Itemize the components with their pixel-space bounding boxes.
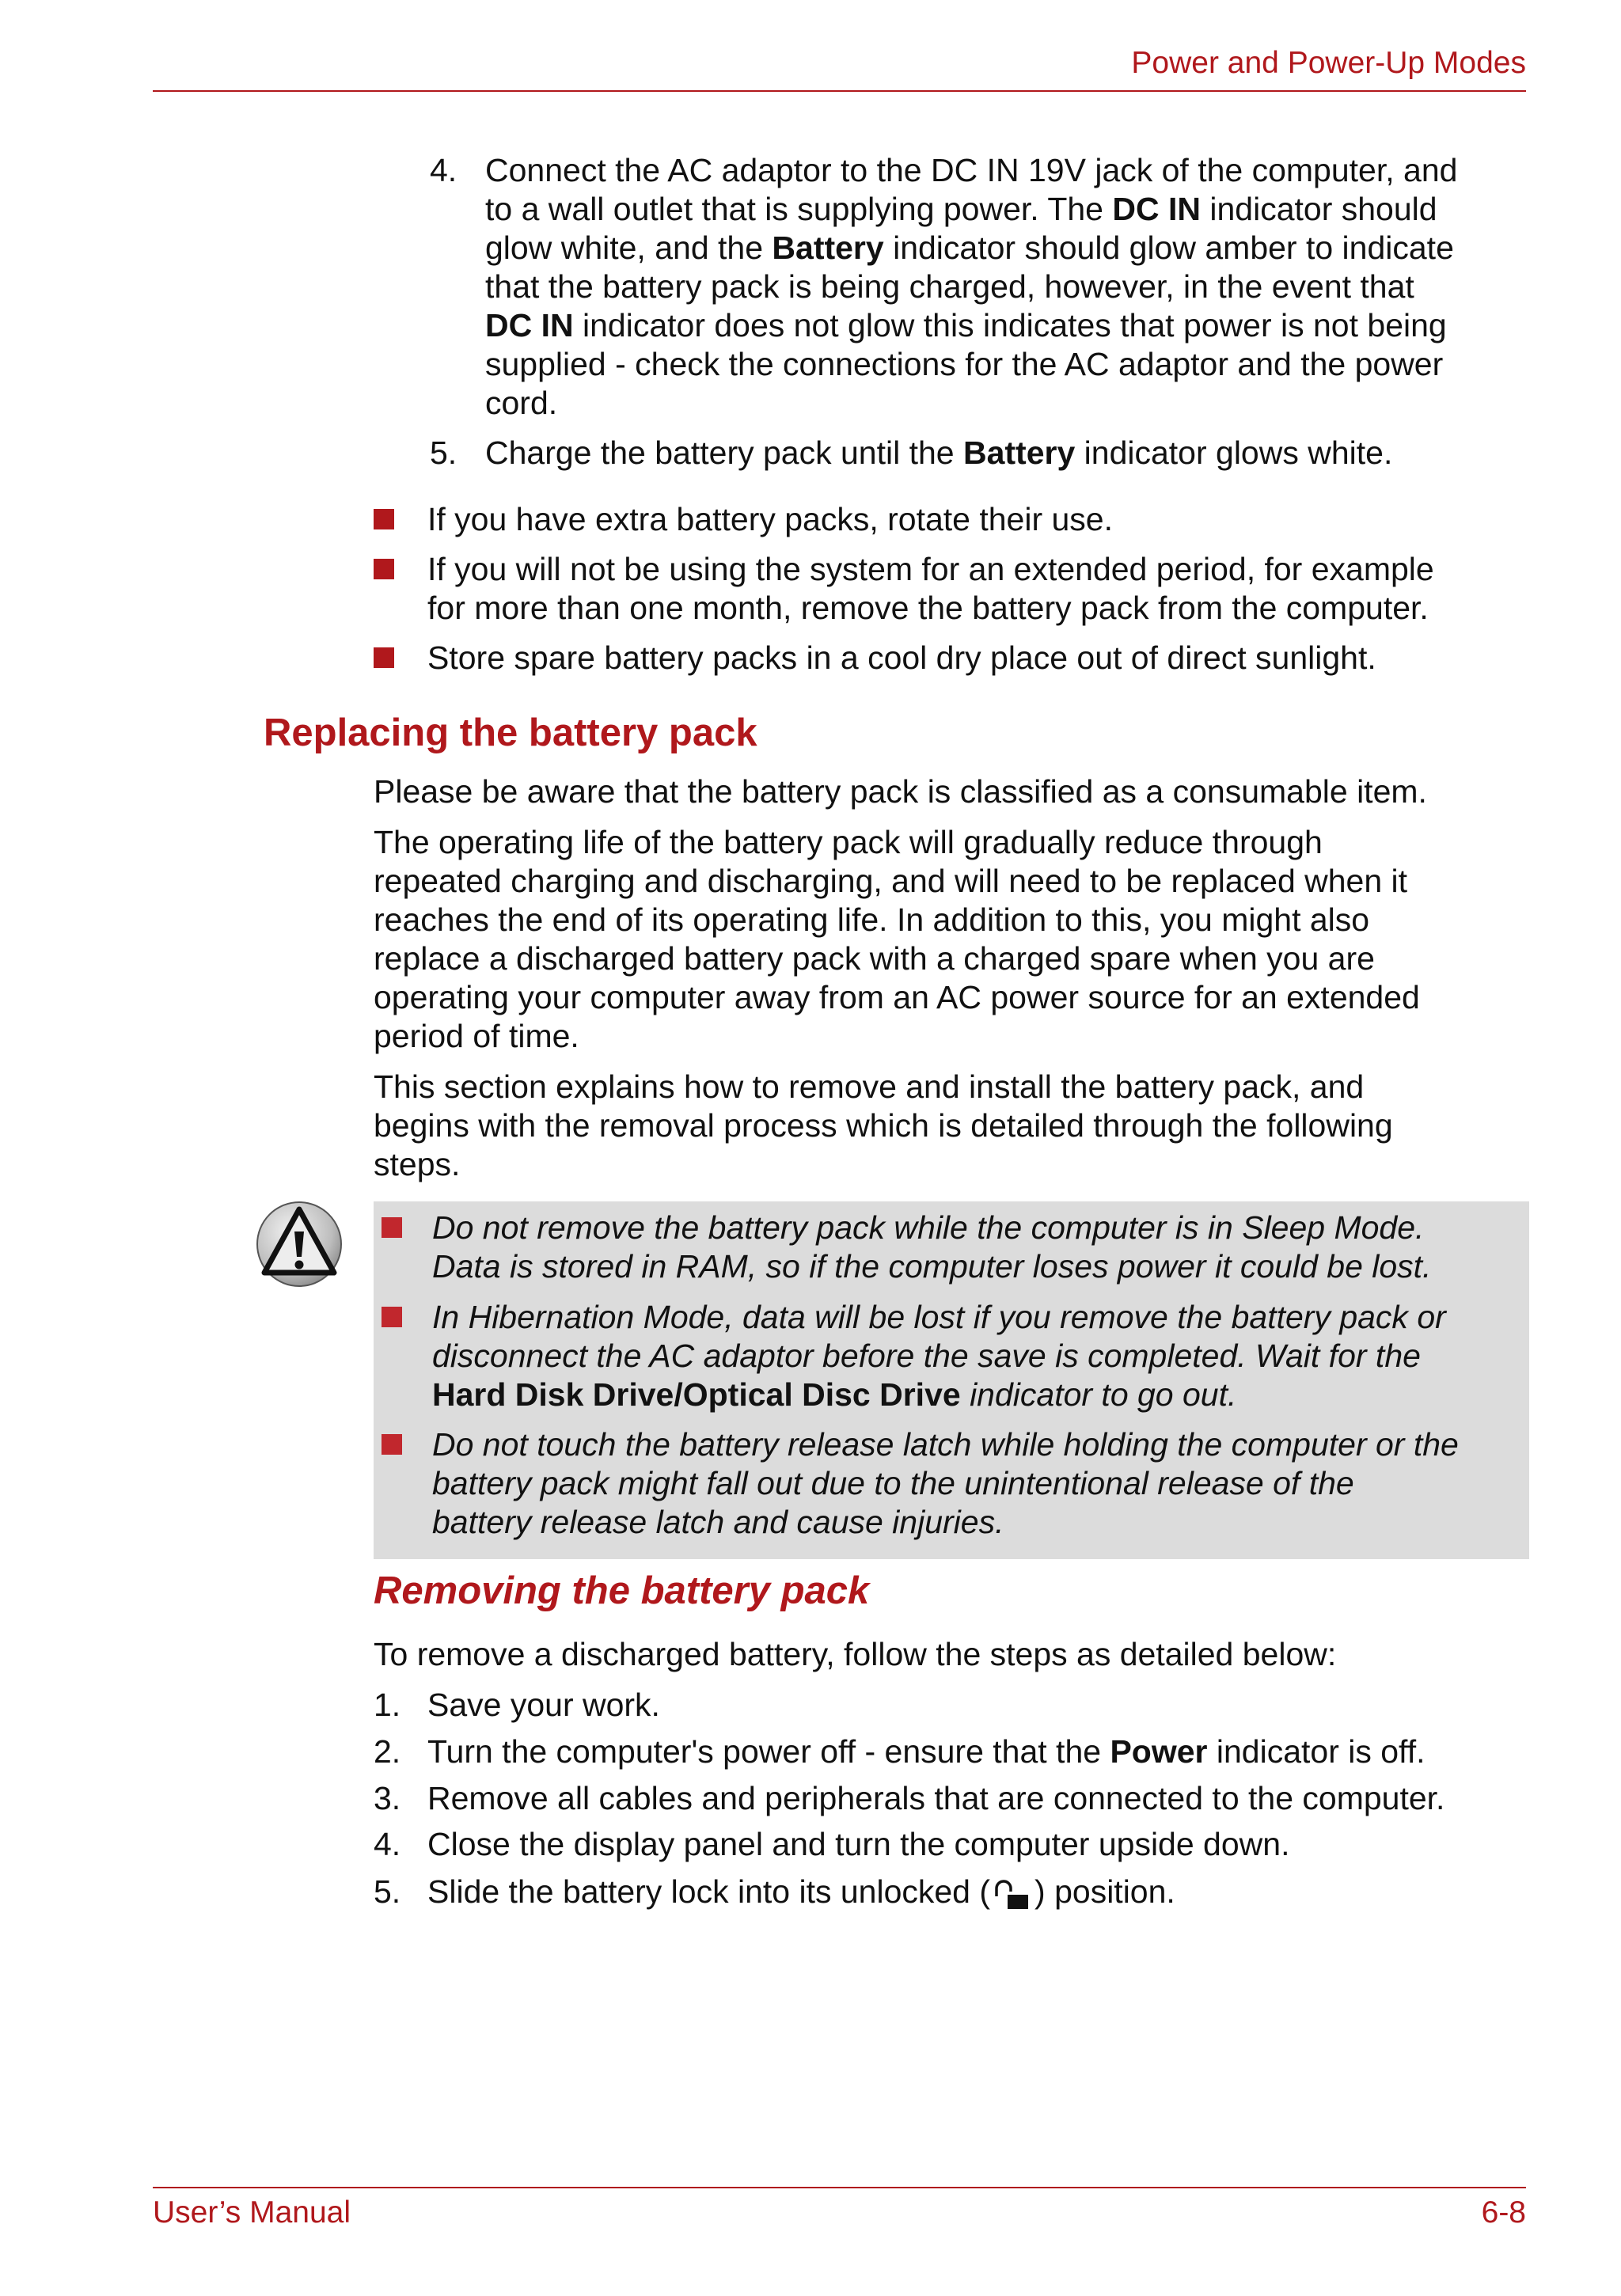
footer-manual-title: User’s Manual: [153, 2195, 351, 2230]
text-line: [432, 1425, 1529, 1464]
bold-text: Power: [1110, 1733, 1208, 1770]
text-line: [374, 978, 1529, 1017]
text-run: In Hibernation Mode, data will be lost if you remove the battery pack or: [432, 1299, 1446, 1335]
text-run: disconnect the AC adaptor before the save is completed. Wait for the: [432, 1338, 1421, 1374]
step-number: 4.: [430, 152, 457, 188]
bullet-square-icon: [374, 647, 394, 668]
text-line: [427, 1686, 1536, 1725]
text-line: [427, 1779, 1536, 1818]
text-line: [374, 1017, 1529, 1056]
text-run: to a wall outlet that is supplying power. The: [485, 191, 1113, 227]
bold-text: DC IN: [1112, 191, 1201, 227]
text-run: for more than one month, remove the battery pack from the computer.: [427, 590, 1429, 626]
text-run: cord.: [485, 385, 558, 421]
text-run: Do not touch the battery release latch while holding the computer or the: [432, 1426, 1459, 1463]
step-number: 4.: [374, 1826, 401, 1862]
text-run: Please be aware that the battery pack is classified as a consumable item.: [374, 773, 1427, 810]
bullet-square-icon: [374, 559, 394, 579]
step-number: 1.: [374, 1687, 401, 1723]
text-line: [427, 1732, 1536, 1771]
text-line: [485, 268, 1538, 306]
text-run: If you will not be using the system for an extended period, for example: [427, 551, 1434, 587]
bold-text: Battery: [962, 435, 1076, 471]
text-run: Connect the AC adaptor to the DC IN 19V jack of the computer, and: [485, 152, 1458, 188]
text-line: [432, 1464, 1529, 1503]
step-number: 2.: [374, 1733, 401, 1770]
text-run: Store spare battery packs in a cool dry place out of direct sunlight.: [427, 639, 1376, 676]
text-run: Save your work.: [427, 1687, 660, 1723]
text-run: Turn the computer's power off - ensure that the: [427, 1733, 1110, 1770]
text-line: [374, 939, 1529, 978]
text-line: [485, 345, 1538, 384]
text-run: glow white, and the: [485, 230, 773, 266]
text-line: [485, 384, 1538, 423]
text-line: [427, 500, 1536, 539]
caution-text: [432, 1209, 1529, 1286]
text-line: [374, 901, 1529, 939]
tip-text: [427, 550, 1536, 628]
caution-text: [432, 1298, 1529, 1414]
text-run: supplied - check the connections for the AC adaptor and the power: [485, 346, 1444, 382]
text-run: repeated charging and discharging, and will need to be replaced when it: [374, 863, 1408, 899]
step-number: 3.: [374, 1780, 401, 1816]
step-text: [427, 1686, 1536, 1725]
text-run: begins with the removal process which is detailed through the following: [374, 1107, 1393, 1144]
text-run: Close the display panel and turn the computer upside down.: [427, 1826, 1290, 1862]
step-text: [427, 1825, 1536, 1864]
footer-page-number: 6-8: [1481, 2195, 1526, 2230]
text-run: operating your computer away from an AC power source for an extended: [374, 979, 1420, 1015]
text-line: [432, 1503, 1529, 1542]
text-line: [485, 151, 1538, 190]
text-run: If you have extra battery packs, rotate their use.: [427, 501, 1114, 537]
text-line: [432, 1376, 1529, 1414]
bullet-square-icon: [382, 1217, 402, 1238]
header-section-title: Power and Power-Up Modes: [1131, 46, 1526, 80]
text-line: [427, 589, 1536, 628]
footer-rule: [153, 2187, 1526, 2188]
step-number: 5.: [430, 435, 457, 471]
text-run: indicator does not glow this indicates that power is not being: [573, 307, 1447, 343]
body-paragraph: [374, 772, 1529, 811]
text-run: indicator should: [1200, 191, 1437, 227]
step-number: 5.: [374, 1873, 401, 1910]
tip-text: [427, 500, 1536, 539]
step-text: [485, 151, 1538, 423]
text-run: that the battery pack is being charged, however, in the event that: [485, 268, 1414, 305]
text-run: indicator glows white.: [1075, 435, 1393, 471]
text-line: [427, 550, 1536, 589]
text-line: [432, 1247, 1529, 1286]
text-line: [427, 639, 1536, 677]
body-paragraph: [374, 823, 1529, 1056]
text-run: indicator should glow amber to indicate: [883, 230, 1454, 266]
bold-text: Battery: [772, 230, 884, 266]
text-run: Data is stored in RAM, so if the computer loses power it could be lost.: [432, 1248, 1432, 1285]
text-line: [432, 1209, 1529, 1247]
text-run: period of time.: [374, 1018, 579, 1054]
text-line: [374, 772, 1529, 811]
text-run: Remove all cables and peripherals that are connected to the computer.: [427, 1780, 1445, 1816]
text-run: reaches the end of its operating life. In addition to this, you might also: [374, 901, 1370, 938]
text-run: Slide the battery lock into its unlocked (: [427, 1873, 991, 1910]
text-run: Charge the battery pack until the: [485, 435, 963, 471]
text-line: [374, 862, 1529, 901]
text-line: [485, 229, 1538, 268]
text-line: [485, 190, 1538, 229]
bullet-square-icon: [382, 1434, 402, 1455]
text-run: ) position.: [1034, 1873, 1175, 1910]
step-text: [427, 1873, 1536, 1911]
text-line: [374, 1068, 1529, 1106]
tip-text: [427, 639, 1536, 677]
text-line: [374, 823, 1529, 862]
text-line: [427, 1873, 1536, 1911]
bullet-square-icon: [382, 1307, 402, 1327]
caution-text: [432, 1425, 1529, 1542]
header-rule: [153, 90, 1526, 92]
text-line: [432, 1298, 1529, 1337]
caution-warning-icon: [255, 1200, 344, 1288]
text-run: battery release latch and cause injuries.: [432, 1504, 1004, 1540]
bold-text: Hard Disk Drive/Optical Disc Drive: [432, 1376, 961, 1413]
subsection-heading: Removing the battery pack: [374, 1569, 870, 1612]
bullet-square-icon: [374, 509, 394, 529]
text-line: [432, 1337, 1529, 1376]
text-run: steps.: [374, 1146, 461, 1182]
text-run: The operating life of the battery pack will gradually reduce through: [374, 824, 1323, 860]
text-run: battery pack might fall out due to the unintentional release of the: [432, 1465, 1354, 1501]
bold-text: DC IN: [485, 307, 574, 343]
step-text: [427, 1779, 1536, 1818]
subsection-intro: To remove a discharged battery, follow the steps as detailed below:: [374, 1636, 1337, 1672]
text-run: indicator is off.: [1207, 1733, 1425, 1770]
text-line: [374, 1145, 1529, 1184]
text-line: [374, 1106, 1529, 1145]
text-line: [427, 1825, 1536, 1864]
text-run: replace a discharged battery pack with a charged spare when you are: [374, 940, 1375, 977]
text-line: [485, 434, 1538, 472]
text-run: This section explains how to remove and install the battery pack, and: [374, 1068, 1365, 1105]
text-line: [485, 306, 1538, 345]
section-heading: Replacing the battery pack: [264, 712, 757, 754]
step-text: [485, 434, 1538, 472]
body-paragraph: [374, 1068, 1529, 1184]
text-run: Do not remove the battery pack while the computer is in Sleep Mode.: [432, 1209, 1425, 1246]
text-run: indicator to go out.: [960, 1376, 1237, 1413]
step-text: [427, 1732, 1536, 1771]
unlocked-lock-icon: [990, 1876, 1034, 1911]
